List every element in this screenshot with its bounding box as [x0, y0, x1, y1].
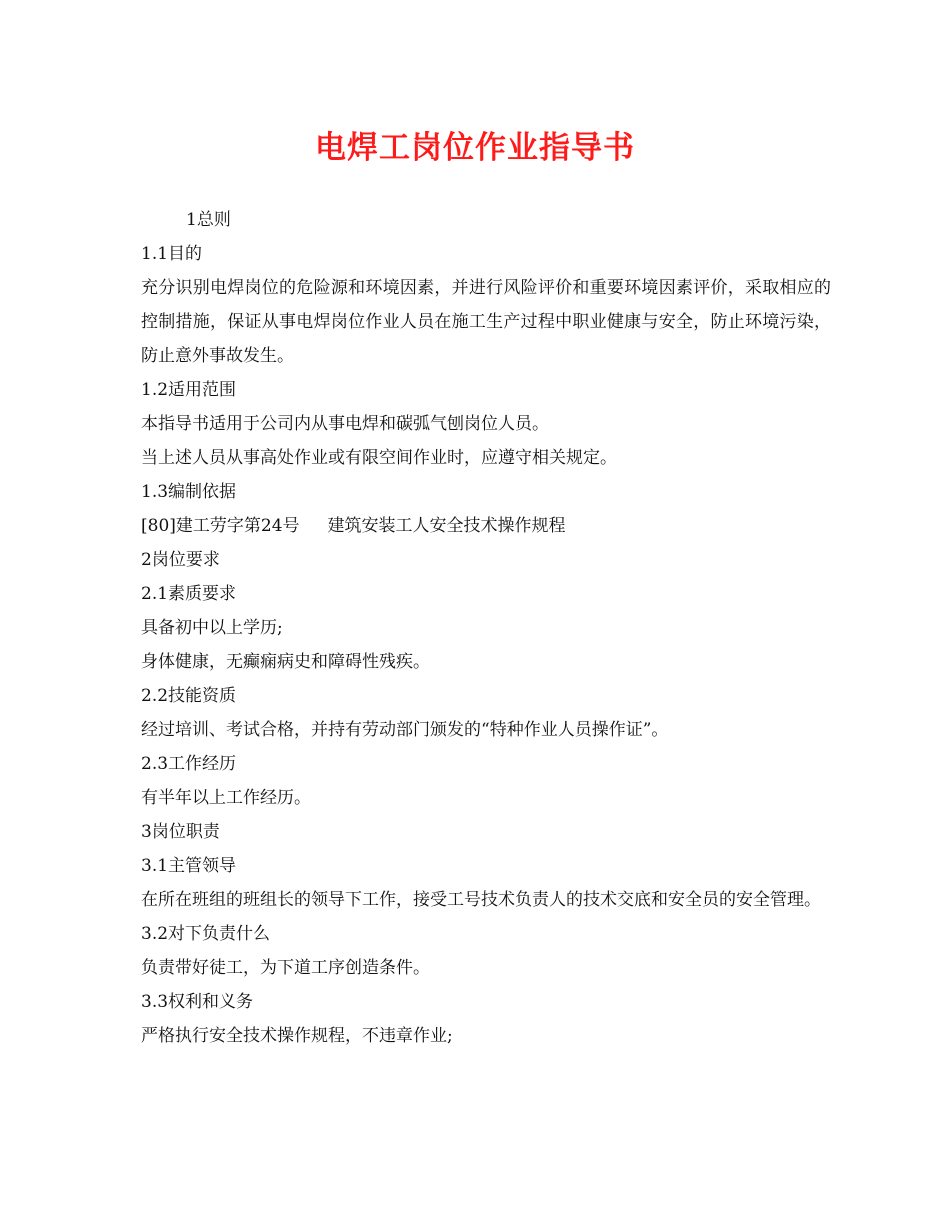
paragraph: 负责带好徒工，为下道工序创造条件。 [141, 958, 430, 978]
subsection-heading: 3.1主管领导 [141, 856, 237, 876]
subsection-heading: 2.2技能资质 [141, 686, 237, 706]
paragraph: 有半年以上工作经历。 [141, 788, 311, 808]
subsection-heading: 1.1目的 [141, 244, 203, 264]
subsection-heading: 2.3工作经历 [141, 754, 237, 774]
paragraph: 在所在班组的班组长的领导下工作，接受工号技术负责人的技术交底和安全员的安全管理。 [141, 890, 821, 910]
section-heading: 3岗位职责 [141, 822, 220, 842]
section-heading: 2岗位要求 [141, 550, 220, 570]
subsection-heading: 1.3编制依据 [141, 482, 237, 502]
paragraph: 经过培训、考试合格，并持有劳动部门颁发的“特种作业人员操作证”。 [141, 720, 669, 740]
paragraph: 本指导书适用于公司内从事电焊和碳弧气刨岗位人员。 [141, 414, 549, 434]
paragraph: 严格执行安全技术操作规程，不违章作业; [141, 1026, 453, 1046]
document-body [141, 203, 831, 1053]
document-title: 电焊工岗位作业指导书 [315, 130, 635, 166]
subsection-heading: 1.2适用范围 [141, 380, 237, 400]
paragraph: 当上述人员从事高处作业或有限空间作业时，应遵守相关规定。 [141, 448, 617, 468]
paragraph: 具备初中以上学历; [141, 618, 283, 638]
subsection-heading: 3.3权利和义务 [141, 992, 254, 1012]
reference-code: [80]建工劳字第24号 [141, 516, 300, 536]
reference-title: 建筑安装工人安全技术操作规程 [327, 516, 566, 536]
section-heading: 1总则 [186, 210, 231, 230]
reference-line [141, 509, 831, 543]
paragraph: 充分识别电焊岗位的危险源和环境因素，并进行风险评价和重要环境因素评价，采取相应的控制措施，保证从事电焊岗位作业人员在施工生产过程中职业健康与安全，防止环境污染，防止意外事故发生。 [141, 278, 831, 366]
subsection-heading: 2.1素质要求 [141, 584, 237, 604]
subsection-heading: 3.2对下负责什么 [141, 924, 271, 944]
paragraph: 身体健康，无癫痫病史和障碍性残疾。 [141, 652, 430, 672]
